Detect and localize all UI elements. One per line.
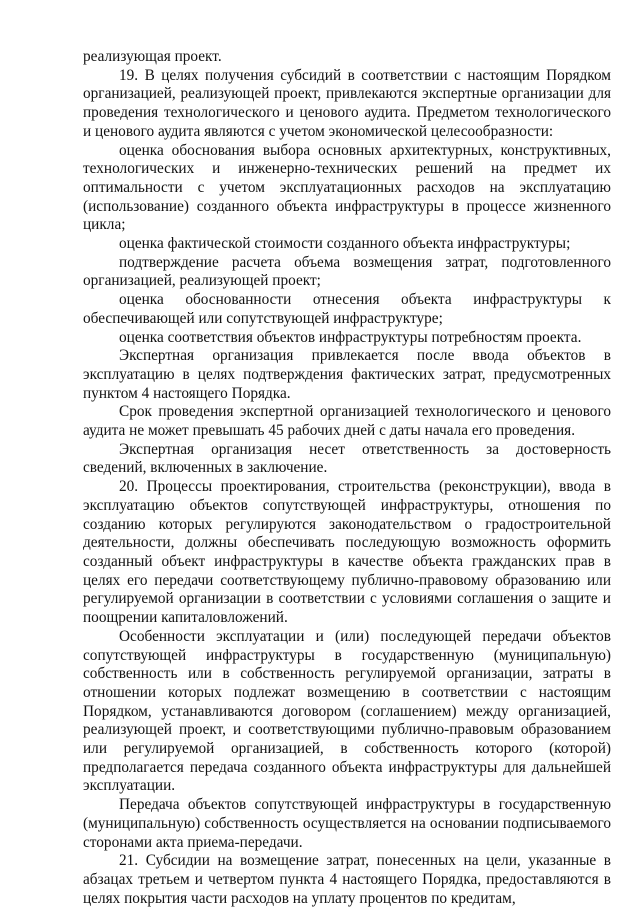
paragraph-audit-item-5: оценка соответствия объектов инфраструктуры потребностям проекта. bbox=[119, 328, 582, 346]
paragraph-audit-item-1: оценка обоснования выбора основных архитектурных, конструктивных, технологических и инженерно-технических решений на предмет их оптимальности с учетом эксплуатационных расходов на эксплуатацию (использование) созданного объекта инфраструктуры в процессе жизненного цикла; bbox=[83, 141, 611, 234]
paragraph-continuation: реализующая проект. bbox=[83, 48, 222, 65]
paragraph-transfer-specifics: Особенности эксплуатации и (или) последующей передачи объектов сопутствующей инфраструктуры в государственную (муниципальную) собственность или в собственность регулируемой организации, затраты в отношении которых подлежат возмещению в соответствии с настоящим Порядком, устанавливаются договором (соглашением) между организацией, реализующей проект, и соответствующими публично-правовым образованием или регулируемой организацией, в собственность которого (которой) предполагается передача созданного объекта инфраструктуры для дальнейшей эксплуатации. bbox=[83, 627, 611, 795]
paragraph-clause-19: 19. В целях получения субсидий в соответствии с настоящим Порядком организацией, реализующей проект, привлекаются экспертные организации для проведения технологического и ценового аудита. Предметом технологического и ценового аудита являются с учетом экономической целесообразности: bbox=[83, 66, 611, 140]
paragraph-transfer-act: Передача объектов сопутствующей инфраструктуры в государственную (муниципальную) собственность осуществляется на основании подписываемого сторонами акта приема-передачи. bbox=[83, 796, 611, 851]
paragraph-expert-engagement: Экспертная организация привлекается после ввода объектов в эксплуатацию в целях подтверждения фактических затрат, предусмотренных пунктом 4 настоящего Порядка. bbox=[83, 347, 611, 402]
paragraph-expert-responsibility: Экспертная организация несет ответственность за достоверность сведений, включенных в заключение. bbox=[83, 440, 611, 477]
paragraph-audit-term: Срок проведения экспертной организацией технологического и ценового аудита не может превышать 45 рабочих дней с даты начала его проведения. bbox=[83, 403, 611, 440]
paragraph-clause-21: 21. Субсидии на возмещение затрат, понесенных на цели, указанные в абзацах третьем и четвертом пункта 4 настоящего Порядка, предоставляются в целях покрытия части расходов на уплату процентов по кредитам, bbox=[83, 852, 611, 907]
paragraph-audit-item-4: оценка обоснованности отнесения объекта инфраструктуры к обеспечивающей или сопутствующей инфраструктуре; bbox=[83, 291, 611, 327]
paragraph-audit-item-3: подтверждение расчета объема возмещения затрат, подготовленного организацией, реализующей проект; bbox=[83, 253, 611, 290]
paragraph-clause-20: 20. Процессы проектирования, строительства (реконструкции), ввода в эксплуатацию объектов сопутствующей инфраструктуры, отношения по созданию которых регулируются законодательством о градостроительной деятельности, должны обеспечивать последующую возможность оформить созданный объект инфраструктуры в качестве объекта гражданских прав в целях его передачи соответствующему публично-правовому образованию или регулируемой организации в соответствии с условиями соглашения о защите и поощрении капиталовложений. bbox=[83, 478, 611, 627]
paragraph-audit-item-2: оценка фактической стоимости созданного объекта инфраструктуры; bbox=[119, 235, 571, 253]
document-page bbox=[83, 48, 611, 908]
